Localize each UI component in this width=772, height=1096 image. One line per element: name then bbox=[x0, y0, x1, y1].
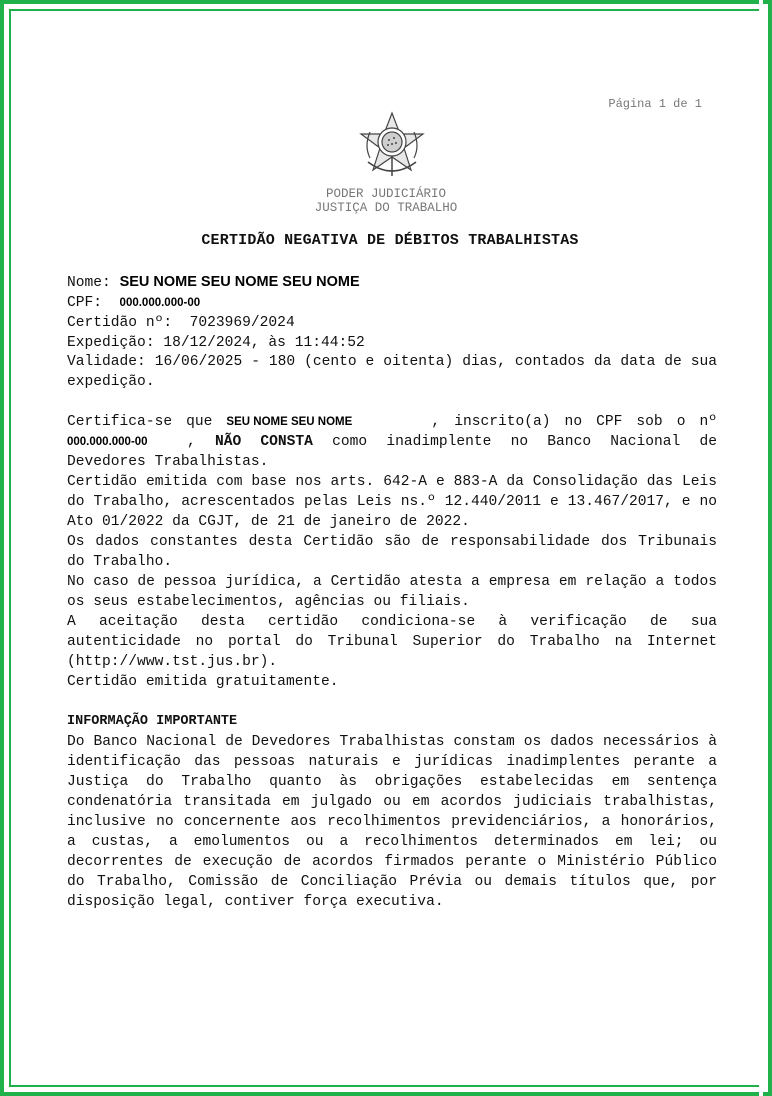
important-info-text: Do Banco Nacional de Devedores Trabalhistas constam os dados necessários à identificação das pessoas naturais e jurídicas inadimplentes perante a Justiça do Trabalho quanto às obrigações estabelecidas em sentença condenatória transitada em julgado ou em acordos judiciais trabalhistas, inclusive no concernente aos recolhimentos previdenciários, a honorários, a custas, a emolumentos ou a recolhimentos determinados em lei; ou decorrentes de execução de acordos firmados perante o Ministério Público do Trabalho, Comissão de Conciliação Prévia ou demais títulos que, por disposição legal, contiver força executiva. bbox=[67, 734, 717, 910]
validity-text: Validade: 16/06/2025 - 180 (cento e oitenta) dias, contados da data de sua expedição. bbox=[67, 354, 717, 390]
status-not-listed: NÃO CONSTA bbox=[214, 434, 313, 450]
document-title: CERTIDÃO NEGATIVA DE DÉBITOS TRABALHISTAS bbox=[201, 232, 579, 249]
page-number: Página 1 de 1 bbox=[608, 97, 702, 111]
cpf-value: 000.000.000-00 bbox=[119, 297, 201, 309]
border-gap bbox=[759, 0, 763, 1096]
certifies-suffix: como inadimplente no Banco Nacional de Devedores Trabalhistas. bbox=[67, 434, 718, 470]
certifies-mid: , inscrito(a) no CPF sob o nº bbox=[431, 414, 717, 430]
certification-statement: Certifica-se que SEU NOME SEU NOME , inscrito(a) no CPF sob o nº 000.000.000-00 , NÃO CONSTA como inadimplente no Banco Nacional de Devedores Trabalhistas. bbox=[67, 414, 718, 470]
cpf-label: CPF: bbox=[67, 295, 103, 311]
identification-block bbox=[67, 272, 717, 353]
court-line-1: PODER JUDICIÁRIO bbox=[325, 187, 447, 201]
free-issuance-paragraph: Certidão emitida gratuitamente. bbox=[67, 674, 339, 690]
court-header bbox=[0, 187, 772, 215]
name-label: Nome: bbox=[67, 275, 111, 291]
important-info-heading: INFORMAÇÃO IMPORTANTE bbox=[67, 714, 238, 729]
legal-entity-paragraph: No caso de pessoa jurídica, a Certidão atesta a empresa em relação a todos os seus estabelecimentos, agências ou filiais. bbox=[67, 574, 717, 610]
court-line-2: JUSTIÇA DO TRABALHO bbox=[314, 201, 458, 215]
certificate-number: Certidão nº: 7023969/2024 bbox=[67, 315, 295, 331]
certifies-prefix: Certifica-se que bbox=[67, 414, 213, 430]
certified-name: SEU NOME SEU NOME bbox=[226, 416, 353, 428]
brazil-coat-of-arms-icon bbox=[356, 110, 428, 182]
verification-paragraph: A aceitação desta certidão condiciona-se à verificação de sua autenticidade no portal do Tribunal Superior do Trabalho na Internet (http://www.tst.jus.br). bbox=[67, 614, 717, 670]
legal-basis-paragraph: Certidão emitida com base nos arts. 642-A e 883-A da Consolidação das Leis do Trabalho, acrescentados pelas Leis ns.º 12.440/2011 e 13.467/2017, e no Ato 01/2022 da CGJT, de 21 de janeiro de 2022. bbox=[67, 474, 717, 530]
name-value: SEU NOME SEU NOME SEU NOME bbox=[119, 274, 360, 290]
responsibility-paragraph: Os dados constantes desta Certidão são de responsabilidade dos Tribunais do Trabalho. bbox=[67, 534, 717, 570]
expedition-date: Expedição: 18/12/2024, às 11:44:52 bbox=[67, 335, 365, 351]
certified-cpf: 000.000.000-00 bbox=[67, 436, 148, 448]
